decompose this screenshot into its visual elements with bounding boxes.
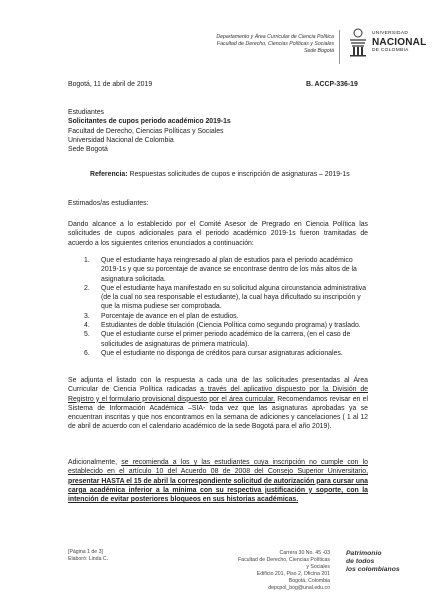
recipient-line: Estudiantes: [68, 109, 105, 116]
recommendation-underlined-text: se recomienda a los y las estudiantes cuya inscripción no cumple con lo establecido en el artículo 10 del Acuerdo 08 de 2008 del Consejo Superior Universitario,: [68, 459, 368, 476]
address-line: Facultad de Derecho, Ciencias Políticas y Sociales: [238, 557, 330, 570]
address-line: Carrera 30 No. 45 -03: [279, 550, 330, 556]
criteria-item: [84, 284, 367, 312]
footer-left: [68, 549, 108, 563]
criteria-text: Que el estudiante no disponga de créditos para cursar asignaturas adicionales.: [101, 349, 343, 357]
criteria-item: [84, 312, 367, 321]
university-wordmark: [372, 31, 426, 54]
header-divider: [339, 30, 340, 64]
criteria-item: [84, 330, 367, 349]
intro-paragraph: Dando alcance a lo establecido por el Comité Asesor de Pregrado en Ciencia Política las solicitudes de cupos adicionales para el periodo académico 2019-1s fueron tramitadas de acuerdo a los siguientes criterios enunciados a continuación:: [68, 221, 368, 247]
criteria-text: Porcentaje de avance en el plan de estudios.: [101, 312, 239, 320]
recommendation-paragraph: [68, 458, 368, 504]
criteria-number: 2.: [84, 284, 90, 292]
page-number: [Página 1 de 3]: [68, 549, 103, 555]
criteria-list: [84, 256, 367, 358]
university-word: UNIVERSIDAD: [372, 31, 409, 36]
subject-text: Respuestas solicitudes de cupos e inscripción de asignaturas – 2019-1s: [127, 171, 350, 178]
faculty-name: Facultad de Derecho, Ciencias Políticas y Sociales: [216, 41, 334, 47]
email-line: depcpol_bog@unal.edu.co: [268, 585, 330, 591]
department-name: Departamento y Área Curricular de Ciencia Política: [216, 34, 334, 40]
department-header: [216, 34, 334, 55]
attachment-paragraph: [68, 376, 368, 432]
slogan-line: de todos: [346, 557, 375, 565]
recipient-line: Facultad de Derecho, Ciencias Políticas y Sociales: [68, 127, 224, 135]
criteria-text: Que el estudiante haya reingresado al plan de estudios para el periodo académico 2019-1s y que su porcentaje de avance se encontrase dentro de los más altos de la asignatura solicitada.: [101, 257, 357, 283]
campus-name: Sede Bogotá: [304, 48, 334, 54]
criteria-number: 4.: [84, 322, 90, 330]
footer-address: [238, 550, 330, 592]
reference-code: B. ACCP-336-19: [306, 81, 358, 88]
attachment-text: Se adjunta el listado con la respuesta a cada una de las solicitudes presentadas al Área Curricular de Ciencia Política radicadas: [68, 377, 368, 394]
criteria-text: Estudiantes de doble titulación (Ciencia Política como segundo programa) y traslado.: [101, 322, 361, 330]
criteria-item: [84, 349, 367, 358]
slogan-line: Patrimonio: [346, 550, 382, 557]
address-line: Bogotá, Colombia: [288, 578, 330, 584]
recommendation-bold-text: presentar HASTA el 15 de abril la correspondiente solicitud de autorización para cursar una carga académica inferior a la mínima con su respectiva justificación y soporte, con la intención de evitar posteriores bloqueos en sus historias académicas.: [68, 477, 368, 504]
recipient-line: Universidad Nacional de Colombia: [68, 136, 174, 144]
criteria-item: [84, 256, 367, 284]
prepared-by: Elaboró: Linda C.: [68, 556, 109, 562]
criteria-number: 6.: [84, 349, 90, 357]
attachment-text: Recomendamos revisar en el Sistema de Información Académica –SIA- toda vez que las asignaturas aprobadas ya se encuentran inscritas y que nos encontramos en la semana de adiciones y cancelaciones ( 1 al 12 de abril de acuerdo con el calendario académico de la sede Bogotá para el año 2019).: [68, 395, 368, 431]
slogan-line: los colombianos: [346, 565, 400, 573]
criteria-number: 3.: [84, 312, 90, 320]
subject-line: [90, 170, 350, 179]
criteria-text: Que el estudiante haya manifestado en su solicitud alguna circunstancia administrativa (de la cual no sea responsable el estudiante), la cual haya dificultado su inscripción y que la misma pudiese ser comprobada.: [101, 284, 367, 311]
university-country: DE COLOMBIA: [372, 48, 409, 53]
recipient-title: Solicitantes de cupos periodo académico 2019-1s: [68, 118, 231, 126]
criteria-item: [84, 321, 367, 330]
letter-date: Bogotá, 11 de abril de 2019: [68, 81, 153, 88]
recipient-block: [68, 108, 231, 154]
subject-label: Referencia:: [90, 171, 128, 178]
criteria-text: Que el estudiante curse el primer periodo académico de la carrera, (en el caso de solicitudes de asignaturas de primera matricula).: [101, 331, 351, 348]
university-seal-icon: [347, 26, 369, 58]
footer-slogan: [346, 550, 400, 573]
recommendation-text: Adicionalmente,: [68, 459, 122, 466]
criteria-number: 1.: [84, 257, 90, 264]
university-nacional: NACIONAL: [372, 37, 427, 48]
attachment-underlined-text: a través del aplicativo dispuesto por la División de Registro y el formulario provisional dispuesto por el área curricular.: [68, 386, 368, 403]
address-line: Edificio 201, Piso 2, Oficina 201: [256, 571, 330, 577]
greeting: Estimados/as estudiantes:: [68, 200, 149, 207]
criteria-number: 5.: [84, 331, 90, 339]
recipient-line: Sede Bogotá: [68, 146, 108, 154]
